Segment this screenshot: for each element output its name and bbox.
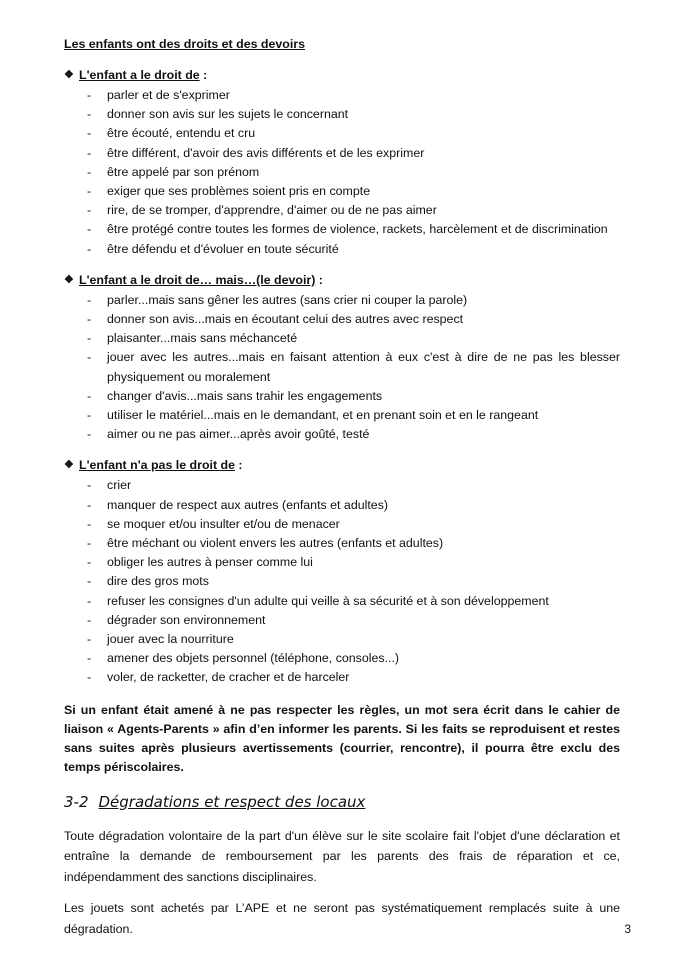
rules-sections bbox=[64, 67, 620, 688]
subsection-heading bbox=[64, 792, 620, 812]
list-item: - exiger que ses problèmes soient pris en compte bbox=[64, 182, 620, 201]
section-heading bbox=[64, 457, 620, 474]
list-item: - être protégé contre toutes les formes de violence, rackets, harcèlement et de discrimination bbox=[64, 220, 620, 239]
toys-paragraph: Les jouets sont achetés par L’APE et ne seront pas systématiquement remplacés suite à une dégradation. bbox=[64, 901, 620, 936]
list-item: - dire des gros mots bbox=[64, 572, 620, 591]
section-heading-suffix: : bbox=[315, 272, 323, 287]
list-item: - voler, de racketter, de cracher et de harceler bbox=[64, 668, 620, 687]
list-item: - obliger les autres à penser comme lui bbox=[64, 553, 620, 572]
damage-paragraph: Toute dégradation volontaire de la part d'un élève sur le site scolaire fait l'objet d'une déclaration et entraîne la demande de remboursement par les parents des frais de réparation et ce, indépendamment des sanctions disciplinaires. bbox=[64, 828, 620, 884]
section-heading-text: L'enfant a le droit de bbox=[79, 68, 200, 82]
list-item: - plaisanter...mais sans méchanceté bbox=[64, 329, 620, 348]
list-item: - changer d'avis...mais sans trahir les engagements bbox=[64, 387, 620, 406]
list-item: - utiliser le matériel...mais en le demandant, et en prenant soin et en le rangeant bbox=[64, 406, 620, 425]
diamond-bullet-icon: ❖ bbox=[64, 459, 74, 472]
list-item: - être appelé par son prénom bbox=[64, 163, 620, 182]
list-item: - se moquer et/ou insulter et/ou de menacer bbox=[64, 515, 620, 534]
list-item: - parler...mais sans gêner les autres (sans crier ni couper la parole) bbox=[64, 291, 620, 310]
list-item: - aimer ou ne pas aimer...après avoir goûté, testé bbox=[64, 425, 620, 444]
section-heading-text: L'enfant a le droit de… mais…(le devoir) bbox=[79, 272, 316, 287]
document-page bbox=[64, 36, 620, 950]
section-list bbox=[64, 291, 620, 445]
section-list bbox=[64, 86, 620, 259]
page-number: 3 bbox=[624, 922, 631, 936]
list-item: - dégrader son environnement bbox=[64, 611, 620, 630]
list-item: - manquer de respect aux autres (enfants et adultes) bbox=[64, 496, 620, 515]
section-heading bbox=[64, 272, 620, 289]
document-title: Les enfants ont des droits et des devoirs bbox=[64, 37, 305, 51]
list-item: - crier bbox=[64, 476, 620, 495]
section-heading-suffix: : bbox=[199, 68, 208, 82]
list-item: - amener des objets personnel (téléphone, consoles...) bbox=[64, 649, 620, 668]
subsection-title: Dégradations et respect des locaux bbox=[98, 792, 366, 811]
list-item: - donner son avis sur les sujets le concernant bbox=[64, 105, 620, 124]
list-item: - être différent, d'avoir des avis différents et de les exprimer bbox=[64, 144, 620, 163]
list-item: - donner son avis...mais en écoutant celui des autres avec respect bbox=[64, 310, 620, 329]
section-heading-text: L'enfant n'a pas le droit de bbox=[79, 458, 235, 473]
section-heading-suffix: : bbox=[234, 458, 243, 473]
section-list bbox=[64, 476, 620, 687]
list-item: - parler et de s'exprimer bbox=[64, 86, 620, 105]
list-item: - être méchant ou violent envers les autres (enfants et adultes) bbox=[64, 534, 620, 553]
warning-paragraph: Si un enfant était amené à ne pas respecter les règles, un mot sera écrit dans le cahier de liaison « Agents-Parents » afin d’en informer les parents. Si les faits se reproduisent et restes sans suites après plusieurs avertissements (courrier, rencontre), il pourra être exclu des temps périscolaires. bbox=[64, 702, 620, 775]
list-item: - refuser les consignes d'un adulte qui veille à sa sécurité et à son développement bbox=[64, 592, 620, 611]
diamond-bullet-icon: ❖ bbox=[64, 273, 74, 286]
list-item: - être défendu et d'évoluer en toute sécurité bbox=[64, 240, 620, 259]
diamond-bullet-icon: ❖ bbox=[64, 69, 74, 81]
list-item: - rire, de se tromper, d'apprendre, d'aimer ou de ne pas aimer bbox=[64, 201, 620, 220]
section-heading bbox=[64, 67, 620, 84]
list-item: - être écouté, entendu et cru bbox=[64, 124, 620, 143]
subsection-number: 3-2 bbox=[64, 792, 89, 811]
list-item: - jouer avec la nourriture bbox=[64, 630, 620, 649]
list-item: - jouer avec les autres...mais en faisant attention à eux c'est à dire de ne pas les blesser physiquement ou moralement bbox=[64, 348, 620, 386]
